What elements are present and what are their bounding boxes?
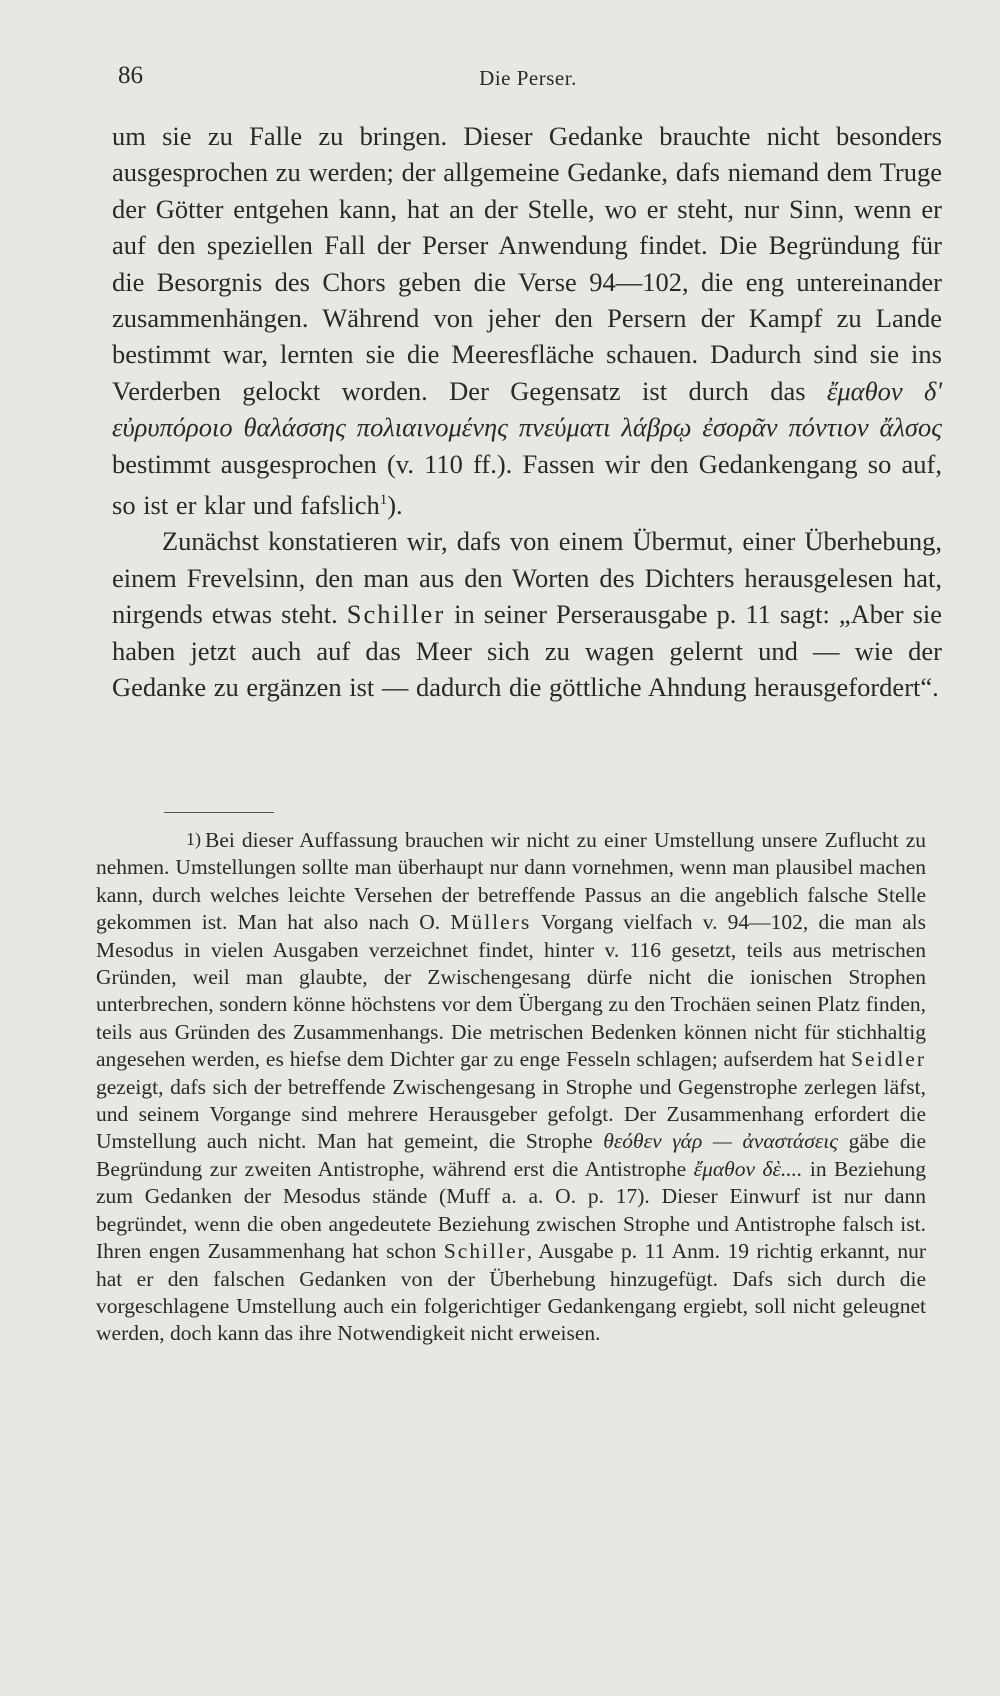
text-run: Vorgang vielfach v. 94—102, die man als Mesodus in vielen Ausgaben verzeichnet findet, hinter v. 116 gesetzt, teils aus metrischen Gründen, weil man glaubte, der Zwischengesang dürfe nicht die ionischen Strophen unterbrechen, sondern könne höchstens vor dem Übergang zu den Trochäen seinen Platz finden, teils aus Gründen des Zusammenhangs. Die metrischen Bedenken können nicht für stichhaltig angesehen werden, es hiefse dem Dichter gar zu enge Fesseln schlagen; aufserdem hat [96, 910, 926, 1072]
page-number: 86 [118, 62, 143, 89]
author-name: Schiller [443, 1239, 527, 1264]
text-run: um sie zu Falle zu bringen. Dieser Gedanke brauchte nicht besonders ausgesprochen zu werden; der allgemeine Gedanke, dafs niemand dem Truge der Götter entgehen kann, hat an der Stelle, wo er steht, nur Sinn, wenn er auf den speziellen Fall der Perser Anwendung findet. Die Begründung für die Besorgnis des Chors geben die Verse 94—102, die eng untereinander zusammenhängen. Während von jeher den Persern der Kampf zu Lande bestimmt war, lernten sie die Meeresfläche schauen. Dadurch sind sie ins Verderben gelockt worden. Der Gegensatz ist durch das [112, 121, 942, 406]
text-run: a. a. O. p. 17). Dieser Einwurf ist nur dann begründet, wenn die oben angedeutete Beziehung zwischen Strophe und Antistrophe falsch ist. Ihren engen Zusammenhang hat schon [96, 1184, 926, 1264]
paragraph-2 [112, 523, 942, 705]
text-run: gezeigt, dafs sich der betreffende Zwischengesang in Strophe und Gegenstrophe zerlegen läfst, und seinem Vorgange sind mehrere Herausgeber gefolgt. Der Zusammenhang erfordert die Umstellung auch nicht. Man hat gemeint, die Strophe [96, 1074, 926, 1154]
main-text [112, 118, 942, 705]
author-name: Müllers [450, 910, 532, 935]
footnotes [96, 826, 926, 1348]
footnote-reference: 1 [379, 492, 388, 509]
text-run: Zunächst konstatieren wir, dafs von einem Übermut, einer Überhebung, einem Frevelsinn, den man aus den Worten des Dichters herausgelesen hat, nirgends etwas steht. [112, 526, 942, 630]
greek-quotation: ἔμαθον δ' εὐρυπόροιο θαλάσσης πολιαινομένης πνεύματι λάβρῳ ἐσορᾶν πόντιον ἄλσος [112, 375, 942, 443]
footnote-1 [96, 826, 926, 1348]
text-run: in Beziehung zum Gedanken der Mesodus stände ( [96, 1156, 926, 1209]
text-run: , Ausgabe p. 11 Anm. 19 richtig erkannt, nur hat er den falschen Gedanken von der Überhebung hinzugefügt. Dafs sich durch die vorgeschlagene Umstellung auch ein folgerichtiger Gedankengang ergiebt, soll nicht geleugnet werden, doch kann das ihre Notwendigkeit nicht erweisen. [96, 1239, 927, 1346]
greek-quotation: ἔμαθον δὲ.... [693, 1156, 803, 1181]
footnote-divider [164, 812, 274, 813]
author-name: Seidler [851, 1047, 926, 1072]
text-run: in seiner Perserausgabe p. 11 sagt: „Aber sie haben jetzt auch auf das Meer sich zu wagen gelernt und — wie der Gedanke zu ergänzen ist — dadurch die göttliche Ahndung herausgefordert“. [112, 599, 943, 702]
author-name: Muff [446, 1184, 491, 1209]
text-run: Bei dieser Auffassung brauchen wir nicht zu einer Umstellung unsere Zuflucht zu nehmen. Umstellungen sollte man überhaupt nur dann vornehmen, wenn man plausibel machen kann, durch welches leichte Versehen der betreffende Passus an die angeblich falsche Stelle gekommen ist. Man hat also nach O. [96, 828, 926, 935]
running-title: Die Perser. [479, 66, 577, 90]
text-run: bestimmt ausgesprochen (v. 110 ff.). Fassen wir den Gedankengang so auf, so ist er klar und fafslich [112, 448, 942, 520]
running-head [118, 62, 938, 96]
text-run: gäbe die Begründung zur zweiten Antistrophe, während erst die Antistrophe [96, 1129, 926, 1181]
footnote-number: 1) [186, 829, 201, 849]
text-run: ). [387, 489, 403, 520]
author-name: Schiller [346, 599, 446, 630]
paragraph-1 [112, 118, 942, 523]
greek-quotation: θεόθεν γάρ — ἀναστάσεις [603, 1129, 838, 1154]
